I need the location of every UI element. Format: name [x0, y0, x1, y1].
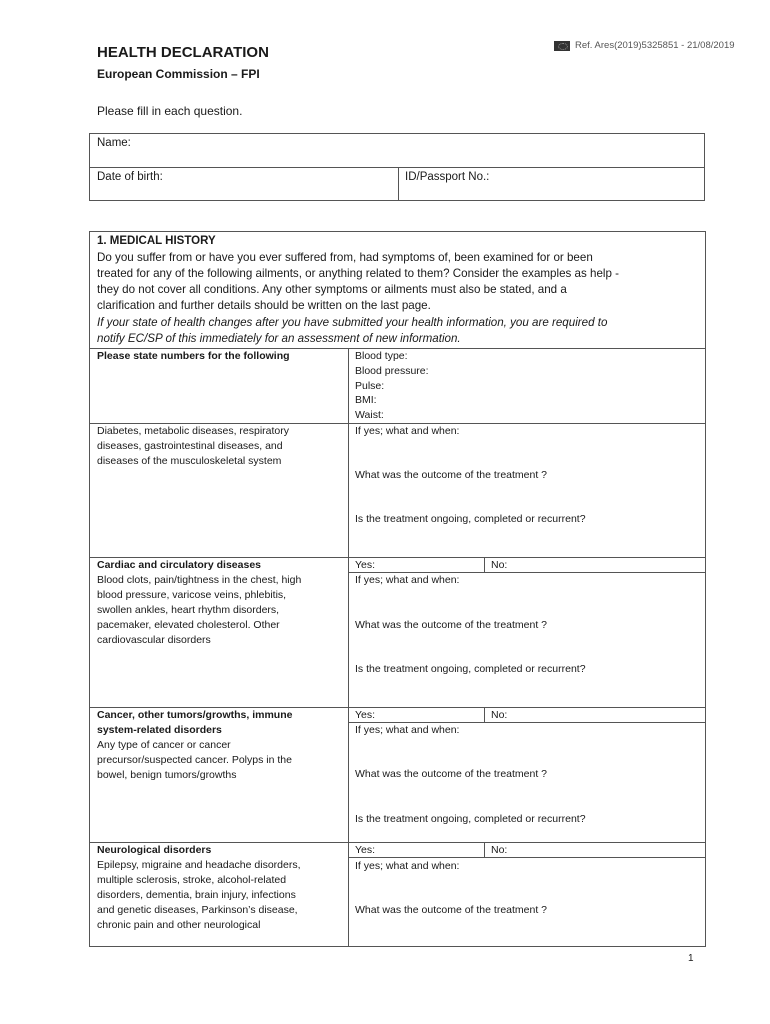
neuro-when-field[interactable]: If yes; what and when: — [355, 860, 460, 872]
intro-line: clarification and further details should be written on the last page. — [97, 299, 431, 312]
eu-flag-icon — [554, 41, 570, 51]
numbers-label: Please state numbers for the following — [97, 350, 290, 362]
cardiac-outcome-field[interactable]: What was the outcome of the treatment ? — [355, 619, 548, 631]
cancer-title: Cancer, other tumors/growths, immune — [97, 709, 293, 721]
cancer-no-field[interactable]: No: — [491, 709, 508, 721]
reference-text: Ref. Ares(2019)5325851 - 21/08/2019 — [575, 40, 735, 51]
cancer-description: Any type of cancer or cancer — [97, 739, 231, 751]
blood-pressure-field[interactable]: Blood pressure: — [355, 365, 429, 377]
cardiac-ongoing-field[interactable]: Is the treatment ongoing, completed or recurrent? — [355, 663, 586, 675]
neuro-description: chronic pain and other neurological — [97, 919, 261, 931]
cardiac-description: cardiovascular disorders — [97, 634, 211, 646]
cardiac-title: Cardiac and circulatory diseases — [97, 559, 261, 571]
page-title: HEALTH DECLARATION — [97, 44, 269, 61]
name-field-label[interactable]: Name: — [97, 137, 131, 149]
neuro-description: disorders, dementia, brain injury, infections — [97, 889, 296, 901]
cancer-title: system-related disorders — [97, 724, 222, 736]
cancer-yes-field[interactable]: Yes: — [355, 709, 376, 721]
neuro-yes-field[interactable]: Yes: — [355, 844, 376, 856]
italic-note-line: If your state of health changes after you have submitted your health information, you are required to — [97, 316, 608, 329]
cancer-ongoing-field[interactable]: Is the treatment ongoing, completed or recurrent? — [355, 813, 586, 825]
neuro-description: and genetic diseases, Parkinson’s disease, — [97, 904, 298, 916]
diabetes-outcome-field[interactable]: What was the outcome of the treatment ? — [355, 469, 548, 481]
cardiac-yes-field[interactable]: Yes: — [355, 559, 376, 571]
diabetes-when-field[interactable]: If yes; what and when: — [355, 425, 460, 437]
cancer-when-field[interactable]: If yes; what and when: — [355, 724, 460, 736]
diabetes-ongoing-field[interactable]: Is the treatment ongoing, completed or recurrent? — [355, 513, 586, 525]
cancer-description: bowel, benign tumors/growths — [97, 769, 237, 781]
intro-line: treated for any of the following ailments, or anything related to them? Consider the examples as help - — [97, 267, 620, 280]
medical-history-heading: 1. MEDICAL HISTORY — [97, 235, 216, 247]
medical-history-table — [89, 231, 706, 947]
page-subtitle: European Commission – FPI — [97, 67, 260, 81]
cancer-outcome-field[interactable]: What was the outcome of the treatment ? — [355, 768, 548, 780]
intro-line: they do not cover all conditions. Any other symptoms or ailments must also be stated, and a — [97, 283, 567, 296]
neuro-title: Neurological disorders — [97, 844, 212, 856]
dob-field-label[interactable]: Date of birth: — [97, 171, 163, 183]
reference-stamp — [554, 40, 735, 51]
personal-details-table — [89, 133, 705, 201]
neuro-description: multiple sclerosis, stroke, alcohol-related — [97, 874, 287, 886]
neuro-description: Epilepsy, migraine and headache disorders, — [97, 859, 301, 871]
diabetes-description: diseases, gastrointestinal diseases, and — [97, 440, 283, 452]
diabetes-description: Diabetes, metabolic diseases, respiratory — [97, 425, 290, 437]
cardiac-description: pacemaker, elevated cholesterol. Other — [97, 619, 280, 631]
cancer-description: precursor/suspected cancer. Polyps in the — [97, 754, 292, 766]
cardiac-description: blood pressure, varicose veins, phlebitis, — [97, 589, 287, 601]
blood-type-field[interactable]: Blood type: — [355, 350, 408, 362]
cardiac-description: Blood clots, pain/tightness in the chest, high — [97, 574, 302, 586]
instruction-text: Please fill in each question. — [97, 104, 243, 118]
neuro-no-field[interactable]: No: — [491, 844, 508, 856]
cardiac-description: swollen ankles, heart rhythm disorders, — [97, 604, 280, 616]
italic-note-line: notify EC/SP of this immediately for an assessment of new information. — [97, 332, 461, 345]
page-number: 1 — [688, 953, 694, 964]
waist-field[interactable]: Waist: — [355, 409, 384, 421]
diabetes-description: diseases of the musculoskeletal system — [97, 455, 282, 467]
intro-line: Do you suffer from or have you ever suffered from, had symptoms of, been examined for or been — [97, 251, 593, 264]
bmi-field[interactable]: BMI: — [355, 394, 377, 406]
cardiac-no-field[interactable]: No: — [491, 559, 508, 571]
pulse-field[interactable]: Pulse: — [355, 380, 385, 392]
id-field-label[interactable]: ID/Passport No.: — [405, 171, 490, 183]
neuro-outcome-field[interactable]: What was the outcome of the treatment ? — [355, 904, 548, 916]
cardiac-when-field[interactable]: If yes; what and when: — [355, 574, 460, 586]
